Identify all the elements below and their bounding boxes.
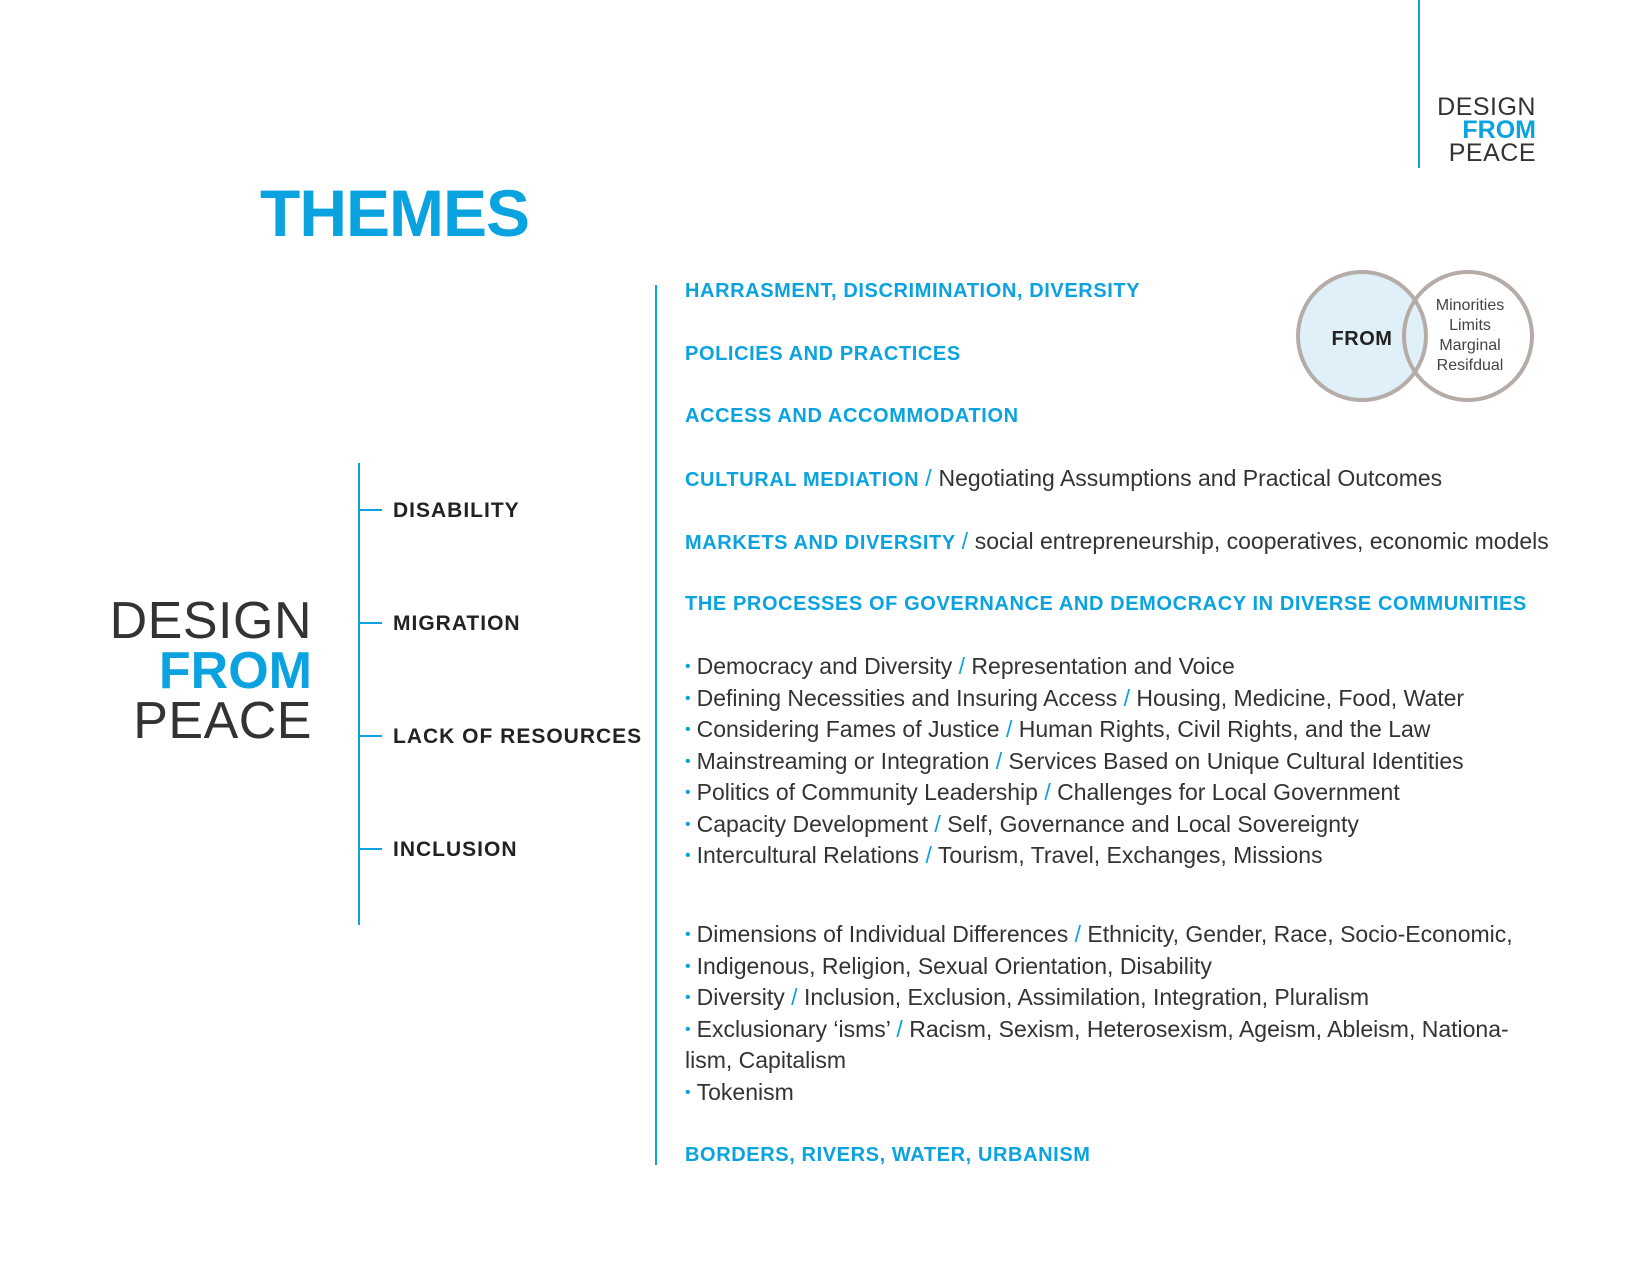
list-item: • Intercultural Relations / Tourism, Travel, Exchanges, Missions	[685, 842, 1323, 868]
big-logo-line3: PEACE	[133, 692, 312, 750]
separator: /	[961, 528, 969, 554]
big-logo	[90, 592, 312, 750]
category-migration: MIGRATION	[393, 612, 521, 635]
bullet-icon: •	[685, 1020, 691, 1038]
big-logo-line2: FROM	[158, 642, 312, 700]
bullet-icon: •	[685, 815, 691, 833]
list-item: • Indigenous, Religion, Sexual Orientation, Disability	[685, 952, 1212, 979]
bullet-icon: •	[685, 989, 691, 1006]
venn-left-label: FROM	[1331, 328, 1393, 350]
list-item: • Considering Fames of Justice / Human Rights, Civil Rights, and the Law	[685, 716, 1431, 742]
venn-item: Limits	[1449, 317, 1491, 334]
corner-logo-line2: FROM	[1462, 116, 1536, 144]
bullet-icon: •	[685, 658, 691, 675]
list-item: • Capacity Development / Self, Governance and Local Sovereignty	[685, 810, 1359, 837]
venn-item: Marginal	[1439, 337, 1501, 354]
bullet-icon: •	[685, 926, 691, 943]
bullet-icon: •	[685, 752, 691, 770]
bracket-tick	[358, 848, 382, 850]
heading-sub: Negotiating Assumptions and Practical Outcomes	[938, 465, 1443, 491]
heading-harassment: HARRASMENT, DISCRIMINATION, DIVERSITY	[685, 280, 1141, 302]
main-divider	[655, 285, 657, 1165]
heading-access: ACCESS AND ACCOMMODATION	[685, 405, 1019, 427]
corner-logo-line3: PEACE	[1448, 139, 1536, 167]
corner-logo-line1: DESIGN	[1437, 93, 1536, 121]
corner-logo	[1380, 93, 1536, 167]
bracket-tick	[358, 622, 382, 624]
heading-markets	[685, 530, 1549, 553]
venn-right-list	[1406, 296, 1534, 376]
bracket-line	[358, 463, 360, 925]
list-item: • Exclusionary ‘isms’ / Racism, Sexism, Heterosexism, Ageism, Ableism, Nationa-lism, Capitalism	[685, 1015, 1509, 1073]
list-item: • Dimensions of Individual Differences / Ethnicity, Gender, Race, Socio-Economic,	[685, 921, 1513, 947]
list-item: • Defining Necessities and Insuring Access / Housing, Medicine, Food, Water	[685, 684, 1465, 711]
big-logo-line1: DESIGN	[109, 592, 312, 650]
bracket-tick	[358, 509, 382, 511]
heading-main: CULTURAL MEDIATION	[685, 469, 920, 491]
list-item: • Mainstreaming or Integration / Services Based on Unique Cultural Identities	[685, 747, 1464, 774]
heading-sub: social entrepreneurship, cooperatives, economic models	[974, 528, 1549, 554]
venn-item: Resifdual	[1436, 357, 1504, 374]
separator: /	[925, 465, 933, 491]
category-lack-of-resources: LACK OF RESOURCES	[393, 725, 643, 748]
category-disability: DISABILITY	[393, 499, 520, 522]
venn-diagram	[1296, 270, 1536, 406]
differences-list	[685, 919, 1545, 1108]
heading-governance: THE PROCESSES OF GOVERNANCE AND DEMOCRACY IN DIVERSE COMMUNITIES	[685, 593, 1527, 615]
venn-item: Minorities	[1435, 297, 1505, 314]
bullet-icon: •	[685, 784, 691, 801]
bullet-icon: •	[685, 847, 691, 864]
list-item: • Tokenism	[685, 1078, 794, 1105]
list-item: • Politics of Community Leadership / Challenges for Local Government	[685, 779, 1400, 805]
bracket-tick	[358, 735, 382, 737]
heading-policies: POLICIES AND PRACTICES	[685, 343, 961, 365]
bullet-icon: •	[685, 1083, 691, 1101]
heading-cultural-mediation	[685, 467, 1442, 490]
governance-list	[685, 651, 1545, 872]
category-inclusion: INCLUSION	[393, 838, 518, 861]
page-title: THEMES	[260, 176, 530, 250]
list-item: • Diversity / Inclusion, Exclusion, Assimilation, Integration, Pluralism	[685, 984, 1369, 1010]
bullet-icon: •	[685, 689, 691, 707]
heading-borders: BORDERS, RIVERS, WATER, URBANISM	[685, 1144, 1091, 1166]
bullet-icon: •	[685, 721, 691, 738]
bullet-icon: •	[685, 957, 691, 975]
list-item: • Democracy and Diversity / Representation and Voice	[685, 653, 1235, 679]
heading-main: MARKETS AND DIVERSITY	[685, 532, 956, 554]
